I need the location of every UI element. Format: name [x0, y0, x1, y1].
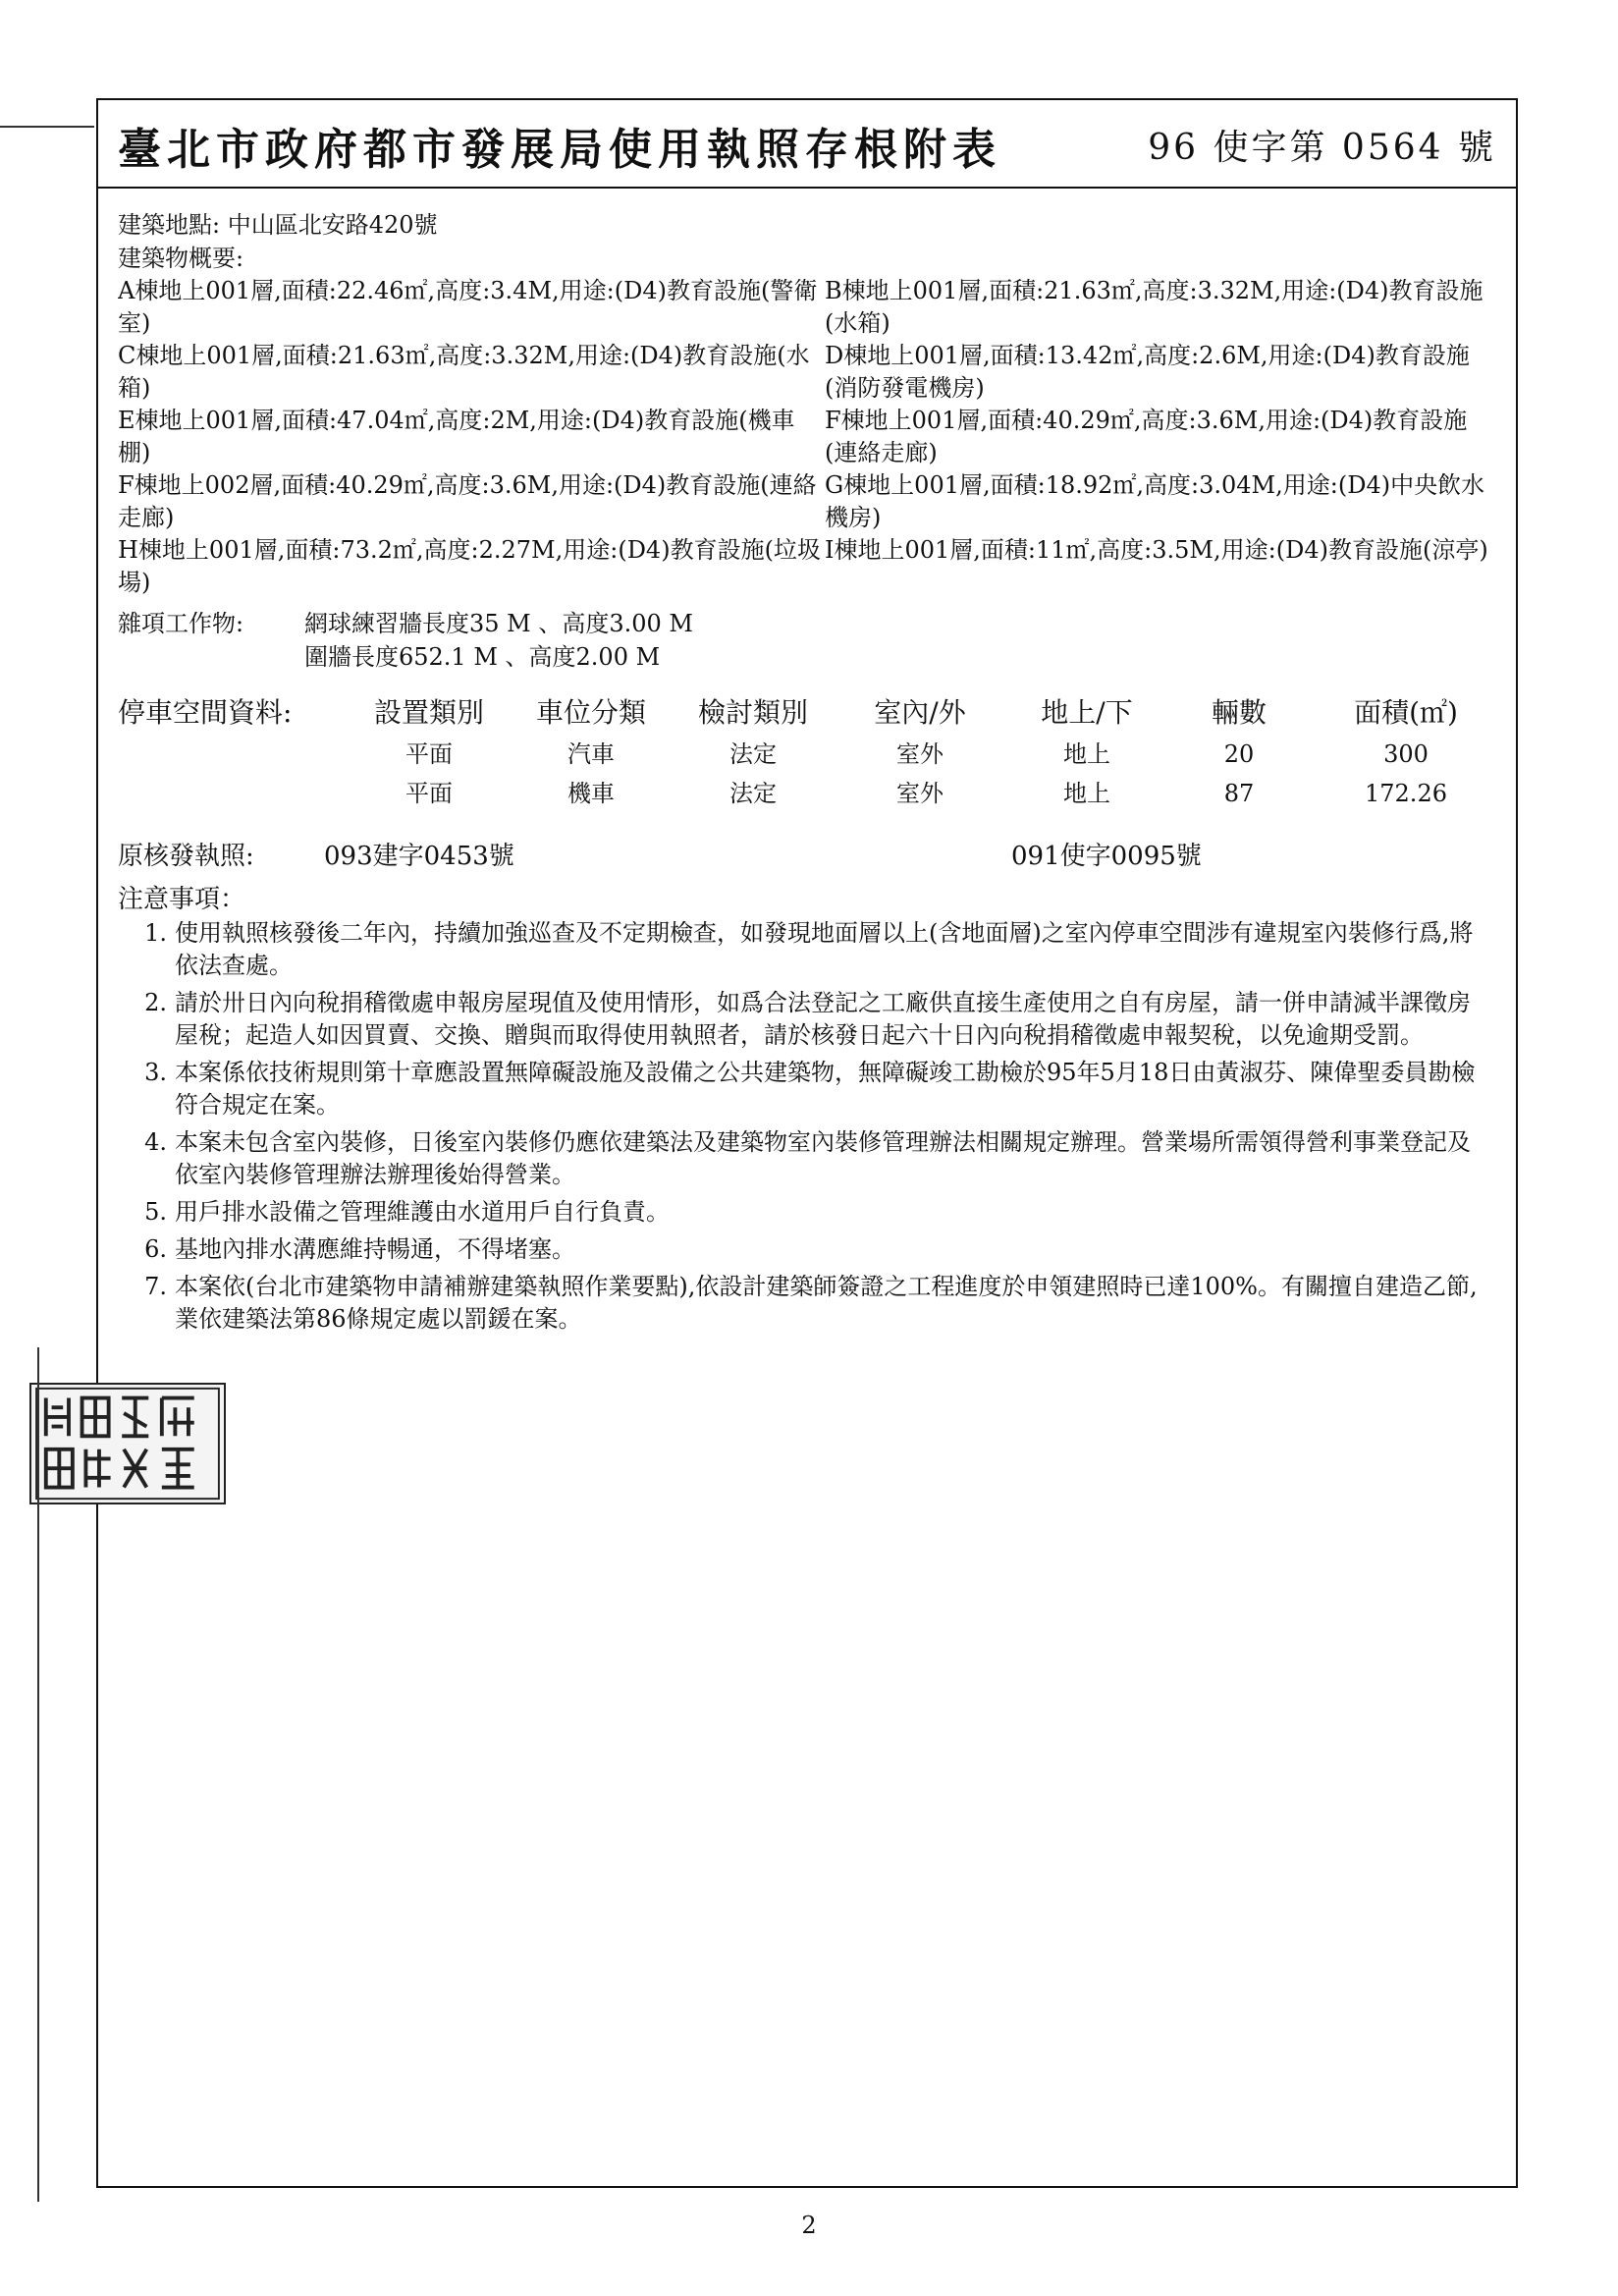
parking-header: 設置類別	[373, 696, 484, 729]
parking-cell: 87	[1223, 780, 1255, 807]
building-item: A棟地上001層,面積:22.46㎡,高度:3.4M,用途:(D4)教育設施(警衛室)	[118, 277, 818, 337]
notes-title: 注意事項：	[118, 885, 246, 914]
parking-cell: 機車	[567, 780, 615, 807]
parking-cell: 地上	[1063, 740, 1110, 768]
site-label: 建築地點:	[118, 211, 221, 239]
note-item	[118, 1057, 1492, 1121]
original-permits-label: 原核發執照:	[118, 842, 254, 871]
parking-cell: 法定	[729, 780, 777, 807]
parking-header: 檢討類別	[697, 696, 808, 729]
building-item: E棟地上001層,面積:47.04㎡,高度:2M,用途:(D4)教育設施(機車棚)	[118, 407, 795, 466]
parking-cell: 地上	[1063, 780, 1110, 807]
misc-works	[118, 607, 1492, 674]
parking-cell: 300	[1383, 740, 1429, 768]
document-body	[118, 208, 1492, 1340]
note-number: 2.	[144, 989, 167, 1016]
building-item: F棟地上001層,面積:40.29㎡,高度:3.6M,用途:(D4)教育設施(連絡走廊)	[825, 407, 1468, 466]
site-row	[118, 208, 1492, 242]
misc-lines	[304, 607, 693, 674]
parking-row	[118, 735, 1492, 774]
binding-line	[37, 1347, 39, 2202]
buildings-grid	[118, 275, 1492, 599]
original-permits-row	[118, 839, 1492, 874]
original-permit-b: 091使字0095號	[1011, 842, 1202, 871]
margin-line	[0, 126, 94, 128]
note-item	[118, 917, 1492, 982]
note-item	[118, 987, 1492, 1052]
parking-header: 地上/下	[1041, 696, 1133, 729]
permit-number: 96 使字第 0564 號	[1148, 128, 1496, 168]
overview-label: 建築物概要:	[118, 245, 244, 272]
parking-header: 面積(㎡)	[1354, 696, 1458, 729]
site-value: 中山區北安路420號	[227, 211, 438, 239]
note-number: 4.	[144, 1128, 167, 1156]
note-text: 請於卅日內向稅捐稽徵處申報房屋現值及使用情形，如爲合法登記之工廠供直接生產使用之自有房屋，請一併申請減半課徵房屋稅；起造人如因買賣、交換、贈與而取得使用執照者，請於核發日起六十日內向稅捐稽徵處申報契稅，以免逾期受罰。	[175, 989, 1471, 1049]
parking-header: 車位分類	[535, 696, 646, 729]
parking-cell: 室外	[896, 740, 944, 768]
note-text: 用戶排水設備之管理維護由水道用戶自行負責。	[175, 1198, 670, 1226]
note-number: 3.	[144, 1059, 167, 1086]
parking-cell: 172.26	[1365, 780, 1447, 807]
parking-cell: 平面	[405, 780, 453, 807]
note-number: 5.	[144, 1198, 167, 1226]
note-item	[118, 1233, 1492, 1266]
building-item: H棟地上001層,面積:73.2㎡,高度:2.27M,用途:(D4)教育設施(垃圾場)	[118, 536, 821, 596]
misc-line: 圍牆長度652.1 M 、高度2.00 M	[304, 643, 661, 671]
parking-row	[118, 774, 1492, 813]
building-item: G棟地上001層,面積:18.92㎡,高度:3.04M,用途:(D4)中央飲水機房)	[825, 471, 1485, 531]
note-item	[118, 1196, 1492, 1229]
parking-header: 輛數	[1211, 696, 1267, 729]
note-number: 7.	[144, 1273, 167, 1300]
note-item	[118, 1126, 1492, 1191]
note-item	[118, 1271, 1492, 1336]
note-text: 本案係依技術規則第十章應設置無障礙設施及設備之公共建築物，無障礙竣工勘檢於95年5月18日由黃淑芬、陳偉聖委員勘檢符合規定在案。	[175, 1059, 1476, 1119]
parking-header: 室內/外	[874, 696, 966, 729]
misc-line: 網球練習牆長度35 M 、高度3.00 M	[304, 610, 694, 637]
parking-label: 停車空間資料:	[118, 696, 293, 729]
building-item: D棟地上001層,面積:13.42㎡,高度:2.6M,用途:(D4)教育設施(消防發電機房)	[825, 342, 1470, 402]
parking-cell: 汽車	[567, 740, 615, 768]
misc-label: 雜項工作物:	[118, 610, 244, 637]
document-frame	[96, 98, 1518, 2188]
building-item: C棟地上001層,面積:21.63㎡,高度:3.32M,用途:(D4)教育設施(水箱)	[118, 342, 810, 402]
note-number: 1.	[144, 919, 167, 947]
note-number: 6.	[144, 1235, 167, 1263]
note-text: 本案未包含室內裝修，日後室內裝修仍應依建築法及建築物室內裝修管理辦法相關規定辦理。營業場所需領得營利事業登記及依室內裝修管理辦法辦理後始得營業。	[175, 1128, 1471, 1188]
note-text: 使用執照核發後二年內，持續加強巡查及不定期檢查，如發現地面層以上(含地面層)之室內停車空間涉有違規室內裝修行爲,將依法查處。	[175, 919, 1474, 979]
parking-cell: 20	[1223, 740, 1255, 768]
parking-header-row	[118, 691, 1492, 735]
building-item: I棟地上001層,面積:11㎡,高度:3.5M,用途:(D4)教育設施(涼亭)	[825, 536, 1488, 564]
official-seal-icon	[29, 1383, 226, 1504]
building-item: B棟地上001層,面積:21.63㎡,高度:3.32M,用途:(D4)教育設施(水箱)	[825, 277, 1483, 337]
parking-section	[118, 691, 1492, 813]
document-title: 臺北市政府都市發展局使用執照存根附表	[118, 125, 1001, 175]
parking-cell: 室外	[896, 780, 944, 807]
parking-cell: 平面	[405, 740, 453, 768]
title-bar	[98, 100, 1516, 189]
note-text: 本案依(台北市建築物申請補辦建築執照作業要點),依設計建築師簽證之工程進度於申領建照時已達100%。有關擅自建造乙節,業依建築法第86條規定處以罰鍰在案。	[175, 1273, 1478, 1333]
parking-cell: 法定	[729, 740, 777, 768]
page-number: 2	[801, 2212, 817, 2239]
seal-graphic	[31, 1385, 224, 1503]
notes-list	[118, 917, 1492, 1336]
original-permit-a: 093建字0453號	[324, 842, 514, 871]
note-text: 基地內排水溝應維持暢通，不得堵塞。	[175, 1235, 575, 1263]
building-item: F棟地上002層,面積:40.29㎡,高度:3.6M,用途:(D4)教育設施(連絡走廊)	[118, 471, 817, 531]
